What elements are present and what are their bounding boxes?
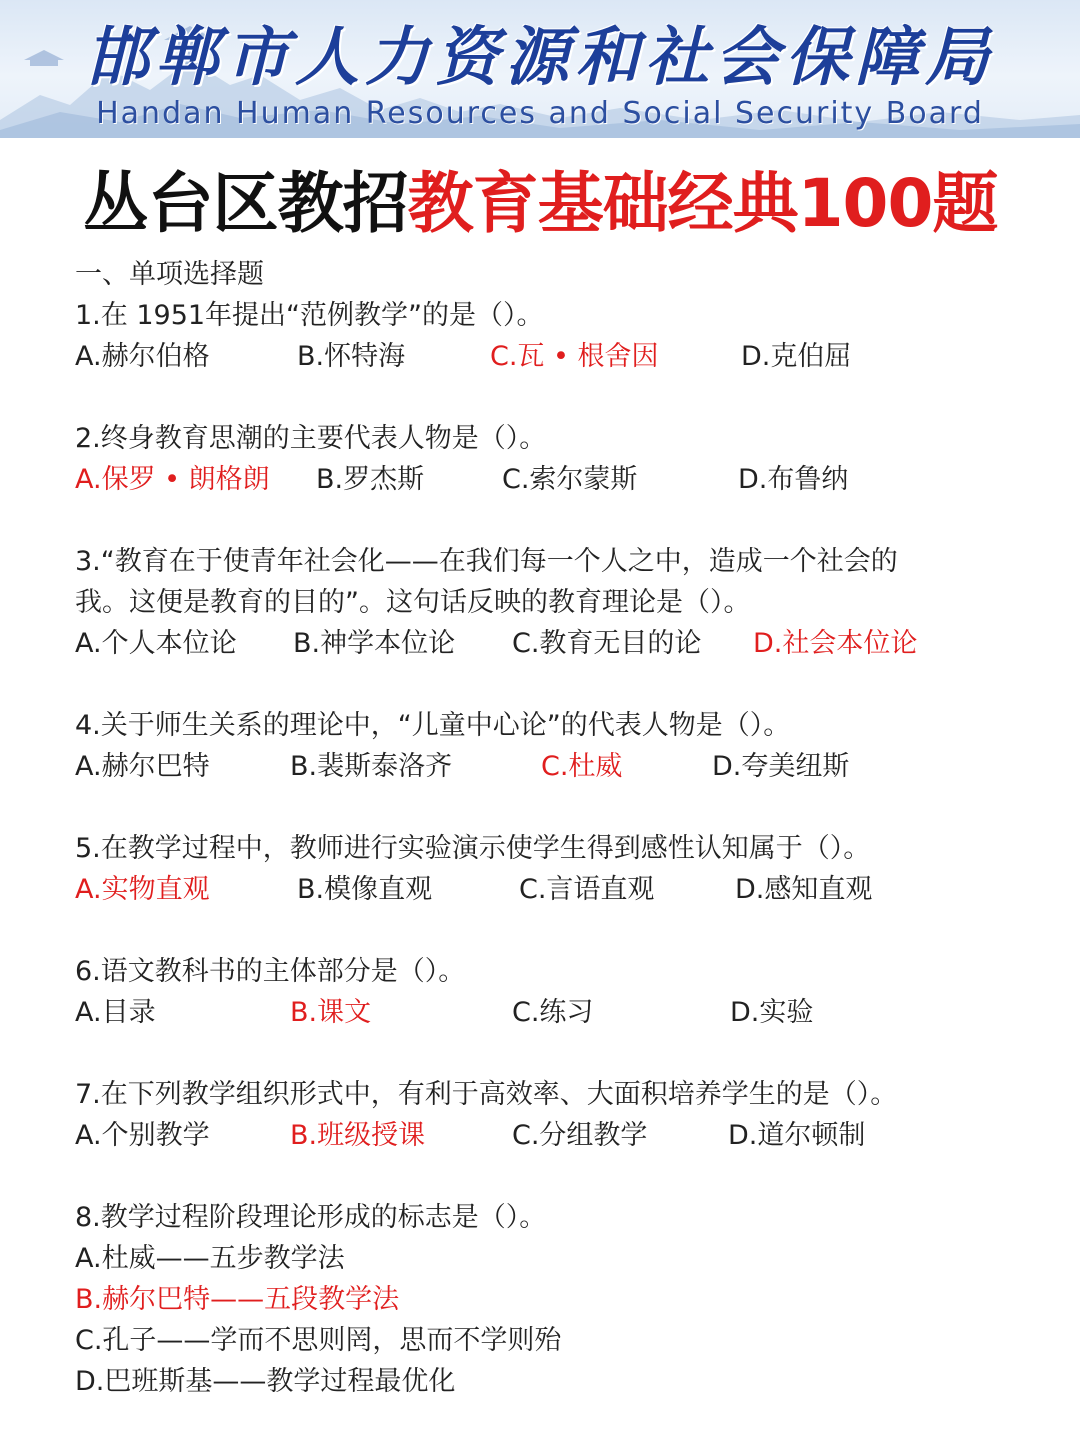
page-title: [0, 150, 1080, 245]
option-d: D.实验: [730, 997, 814, 1028]
option-a-answer: A.实物直观: [75, 874, 210, 905]
question-list: [75, 254, 1025, 1402]
option-a: A.赫尔巴特: [75, 751, 210, 782]
banner-title: 邯郸市人力资源和社会保障局: [85, 20, 995, 95]
question-stem: 2.终身教育思潮的主要代表人物是（）。: [75, 423, 547, 454]
option-row: [75, 336, 1025, 377]
option-d: D.道尔顿制: [728, 1120, 866, 1151]
option-row: [75, 746, 1025, 787]
question-stem: 1.在 1951年提出“范例教学”的是（）。: [75, 300, 544, 331]
question-stem: 5.在教学过程中，教师进行实验演示使学生得到感性认知属于（）。: [75, 833, 871, 864]
question-stem-continued: 我。这便是教育的目的”。这句话反映的教育理论是（）。: [75, 587, 751, 618]
option-d: D.巴班斯基——教学过程最优化: [75, 1366, 456, 1397]
option-b-answer: B.赫尔巴特——五段教学法: [75, 1284, 400, 1315]
option-c-answer: C.瓦 • 根舍因: [490, 341, 659, 372]
option-row: [75, 459, 1025, 500]
option-b-answer: B.课文: [290, 997, 372, 1028]
option-row: [75, 1115, 1025, 1156]
section-heading: 一、单项选择题: [75, 259, 264, 290]
option-a-answer: A.保罗 • 朗格朗: [75, 464, 270, 495]
question-stem: 7.在下列教学组织形式中，有利于高效率、大面积培养学生的是（）。: [75, 1079, 898, 1110]
option-a: A.目录: [75, 997, 156, 1028]
option-a: A.个人本位论: [75, 628, 237, 659]
option-b: B.怀特海: [297, 341, 406, 372]
question-stem: 3.“教育在于使青年社会化——在我们每一个人之中，造成一个社会的: [75, 546, 898, 577]
option-row: [75, 992, 1025, 1033]
question-stem: 4.关于师生关系的理论中，“儿童中心论”的代表人物是（）。: [75, 710, 791, 741]
option-b: B.罗杰斯: [316, 464, 425, 495]
page-title-highlight: 教育基础经典100题: [407, 165, 998, 242]
option-c: C.教育无目的论: [512, 628, 702, 659]
option-d-answer: D.社会本位论: [753, 628, 918, 659]
option-d: D.夸美纽斯: [712, 751, 850, 782]
option-d: D.布鲁纳: [738, 464, 849, 495]
header-banner: [0, 0, 1080, 138]
option-c: C.练习: [512, 997, 594, 1028]
option-b: B.模像直观: [297, 874, 433, 905]
question-stem: 6.语文教科书的主体部分是（）。: [75, 956, 466, 987]
option-c: C.孔子——学而不思则罔，思而不学则殆: [75, 1325, 562, 1356]
option-row: [75, 869, 1025, 910]
option-c: C.索尔蒙斯: [502, 464, 638, 495]
option-c-answer: C.杜威: [541, 751, 623, 782]
option-row: [75, 623, 1025, 664]
option-b-answer: B.班级授课: [290, 1120, 426, 1151]
option-c: C.分组教学: [512, 1120, 648, 1151]
option-c: C.言语直观: [519, 874, 655, 905]
option-a: A.杜威——五步教学法: [75, 1243, 345, 1274]
question-stem: 8.教学过程阶段理论形成的标志是（）。: [75, 1202, 547, 1233]
banner-subtitle: Handan Human Resources and Social Security Board: [96, 96, 984, 131]
option-a: A.个别教学: [75, 1120, 210, 1151]
option-b: B.神学本位论: [293, 628, 456, 659]
option-d: D.克伯屈: [741, 341, 852, 372]
option-a: A.赫尔伯格: [75, 341, 210, 372]
page-title-prefix: 丛台区教招: [82, 165, 408, 242]
option-b: B.裴斯泰洛齐: [290, 751, 453, 782]
option-d: D.感知直观: [735, 874, 873, 905]
